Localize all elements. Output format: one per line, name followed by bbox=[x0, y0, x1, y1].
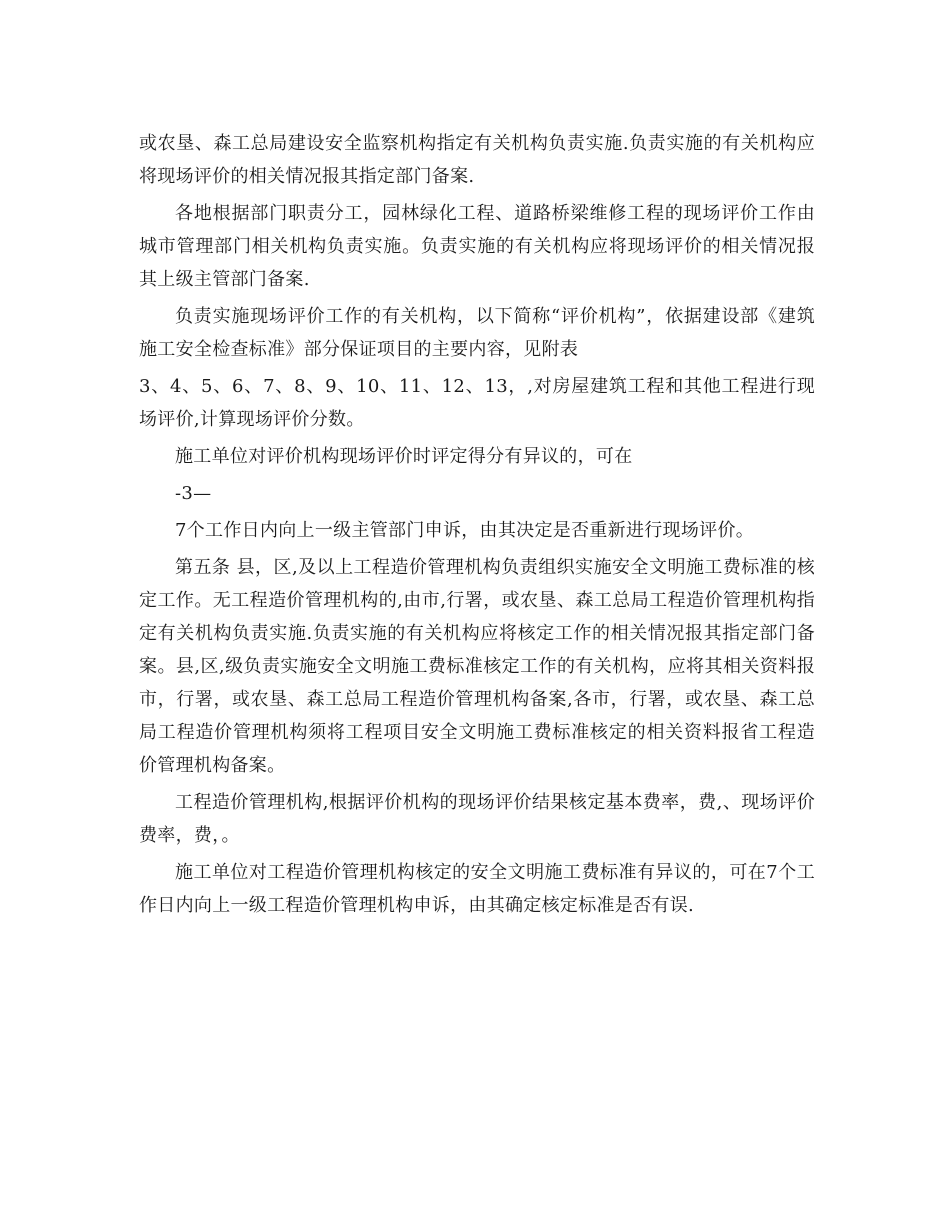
paragraph-9: 施工单位对工程造价管理机构核定的安全文明施工费标准有异议的，可在7个工作日内向上一级工程造价管理机构申诉，由其确定核定标准是否有误. bbox=[139, 862, 815, 916]
paragraph-8: 工程造价管理机构,根据评价机构的现场评价结果核定基本费率，费,、现场评价费率，费，。 bbox=[139, 792, 815, 846]
document-body bbox=[139, 127, 815, 926]
paragraph-5: 施工单位对评价机构现场评价时评定得分有异议的，可在 bbox=[175, 446, 633, 467]
paragraph-1: 或农垦、森工总局建设安全监察机构指定有关机构负责实施.负责实施的有关机构应将现场评价的相关情况报其指定部门备案. bbox=[139, 133, 815, 187]
page-number-marker: -3— bbox=[175, 483, 212, 504]
paragraph-7: 第五条 县，区,及以上工程造价管理机构负责组织实施安全文明施工费标准的核定工作。无工程造价管理机构的,由市,行署，或农垦、森工总局工程造价管理机构指定有关机构负责实施.负责实施的有关机构应将核定工作的相关情况报其指定部门备案。县,区,级负责实施安全文明施工费标准核定工作的有关机构，应将其相关资料报市，行署，或农垦、森工总局工程造价管理机构备案,各市，行署，或农垦、森工总局工程造价管理机构须将工程项目安全文明施工费标准核定的相关资料报省工程造价管理机构备案。 bbox=[139, 557, 815, 776]
paragraph-6: 7个工作日内向上一级主管部门申诉，由其决定是否重新进行现场评价。 bbox=[175, 520, 755, 541]
paragraph-4: 3、4、5、6、7、8、9、10、11、12、13，,对房屋建筑工程和其他工程进行现场评价,计算现场评价分数。 bbox=[139, 376, 815, 430]
paragraph-2: 各地根据部门职责分工，园林绿化工程、道路桥梁维修工程的现场评价工作由城市管理部门相关机构负责实施。负责实施的有关机构应将现场评价的相关情况报其上级主管部门备案. bbox=[139, 203, 815, 290]
paragraph-3: 负责实施现场评价工作的有关机构，以下简称“评价机构”，依据建设部《建筑施工安全检查标准》部分保证项目的主要内容，见附表 bbox=[139, 306, 815, 360]
